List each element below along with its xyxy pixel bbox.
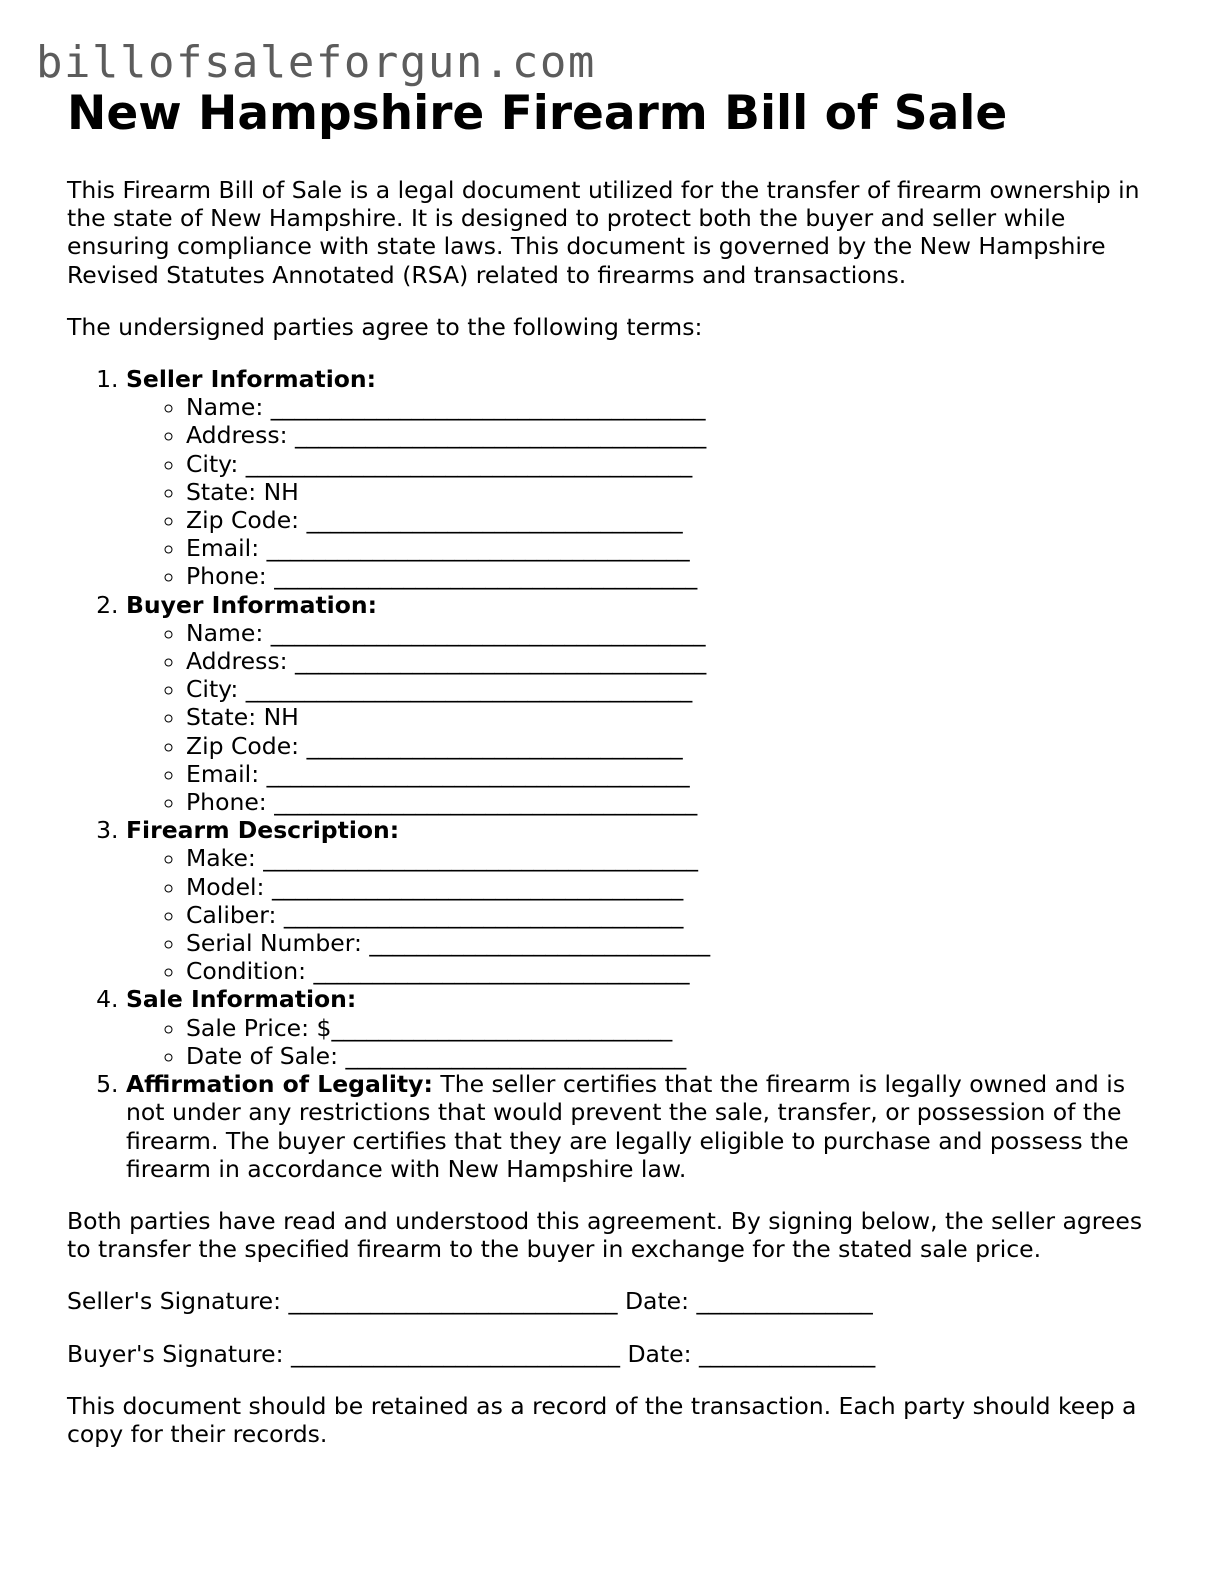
agreement-paragraph: Both parties have read and understood this agreement. By signing below, the seller agrees to transfer the specified firearm to the buyer in exchange for the stated sale price. — [67, 1206, 1143, 1264]
seller-fields — [126, 393, 1162, 590]
document-title: New Hampshire Firearm Bill of Sale — [67, 86, 1008, 141]
buyer-name-field[interactable]: ◦ Name: _____________________________________ — [186, 619, 1162, 647]
section-heading: Affirmation of Legality: — [126, 1070, 433, 1099]
buyer-state-field: ◦ State: NH — [186, 703, 1162, 731]
seller-address-field[interactable]: ◦ Address: ___________________________________ — [186, 421, 1162, 449]
seller-zip-field[interactable]: ◦ Zip Code: ________________________________ — [186, 506, 1162, 534]
buyer-date-field[interactable]: _______________ — [699, 1339, 876, 1368]
firearm-fields — [126, 844, 1162, 985]
section-heading: Buyer Information: — [126, 590, 378, 619]
retention-note: This document should be retained as a record of the transaction. Each party should keep a copy for their records. — [67, 1391, 1137, 1448]
buyer-phone-field[interactable]: ◦ Phone: ____________________________________ — [186, 788, 1162, 816]
firearm-serial-field[interactable]: ◦ Serial Number: _____________________________ — [186, 929, 1162, 957]
buyer-fields — [126, 619, 1162, 816]
firearm-model-field[interactable]: ◦ Model: ___________________________________ — [186, 873, 1162, 901]
sale-date-field[interactable]: ◦ Date of Sale: _____________________________ — [186, 1042, 1162, 1070]
buyer-signature-field[interactable]: ____________________________ — [290, 1339, 620, 1368]
buyer-address-field[interactable]: ◦ Address: ___________________________________ — [186, 647, 1162, 675]
section-heading: Firearm Description: — [126, 816, 400, 845]
sale-fields — [126, 1014, 1162, 1070]
section-firearm-description — [126, 816, 1162, 985]
intro-paragraph: This Firearm Bill of Sale is a legal document utilized for the transfer of firearm ownership in the state of New Hampshire. It is designed to protect both the buyer and seller while ensuring compliance with state laws. This document is governed by the New Hampshire Revised Statutes Annotated (RSA) related to firearms and transactions. — [67, 176, 1140, 289]
section-seller-information — [126, 365, 1162, 591]
buyer-zip-field[interactable]: ◦ Zip Code: ________________________________ — [186, 732, 1162, 760]
seller-date-field[interactable]: _______________ — [696, 1287, 873, 1316]
seller-state-field: ◦ State: NH — [186, 478, 1162, 506]
firearm-make-field[interactable]: ◦ Make: _____________________________________ — [186, 844, 1162, 872]
section-heading: Sale Information: — [126, 985, 357, 1014]
buyer-city-field[interactable]: ◦ City: ______________________________________ — [186, 675, 1162, 703]
seller-email-field[interactable]: ◦ Email: ____________________________________ — [186, 534, 1162, 562]
seller-name-field[interactable]: ◦ Name: _____________________________________ — [186, 393, 1162, 421]
affirmation-text: The seller certifies that the firearm is legally owned and is not under any restrictions that would prevent the sale, transfer, or possession of the firearm. The buyer certifies that they are legally eligible to purchase and possess the firearm in accordance with New Hampshire law. — [126, 1070, 1129, 1183]
firearm-condition-field[interactable]: ◦ Condition: ________________________________ — [186, 957, 1162, 985]
seller-city-field[interactable]: ◦ City: ______________________________________ — [186, 450, 1162, 478]
seller-signature-field[interactable]: ____________________________ — [288, 1287, 618, 1316]
seller-signature-line: Seller's Signature: ____________________________ Date: _______________ — [67, 1287, 873, 1316]
agree-line: The undersigned parties agree to the following terms: — [67, 312, 703, 341]
section-affirmation-of-legality — [126, 1070, 1162, 1183]
terms-list — [67, 365, 1162, 1183]
seller-phone-field[interactable]: ◦ Phone: ____________________________________ — [186, 562, 1162, 590]
bill-of-sale-document — [67, 86, 1162, 1448]
buyer-signature-line: Buyer's Signature: ____________________________ Date: _______________ — [67, 1339, 876, 1368]
section-heading: Seller Information: — [126, 365, 377, 394]
firearm-caliber-field[interactable]: ◦ Caliber: __________________________________ — [186, 901, 1162, 929]
section-buyer-information — [126, 591, 1162, 817]
sale-price-field[interactable]: ◦ Sale Price: $_____________________________ — [186, 1014, 1162, 1042]
section-sale-information — [126, 985, 1162, 1070]
buyer-email-field[interactable]: ◦ Email: ____________________________________ — [186, 760, 1162, 788]
site-watermark: billofsaleforgun.com — [36, 37, 596, 88]
